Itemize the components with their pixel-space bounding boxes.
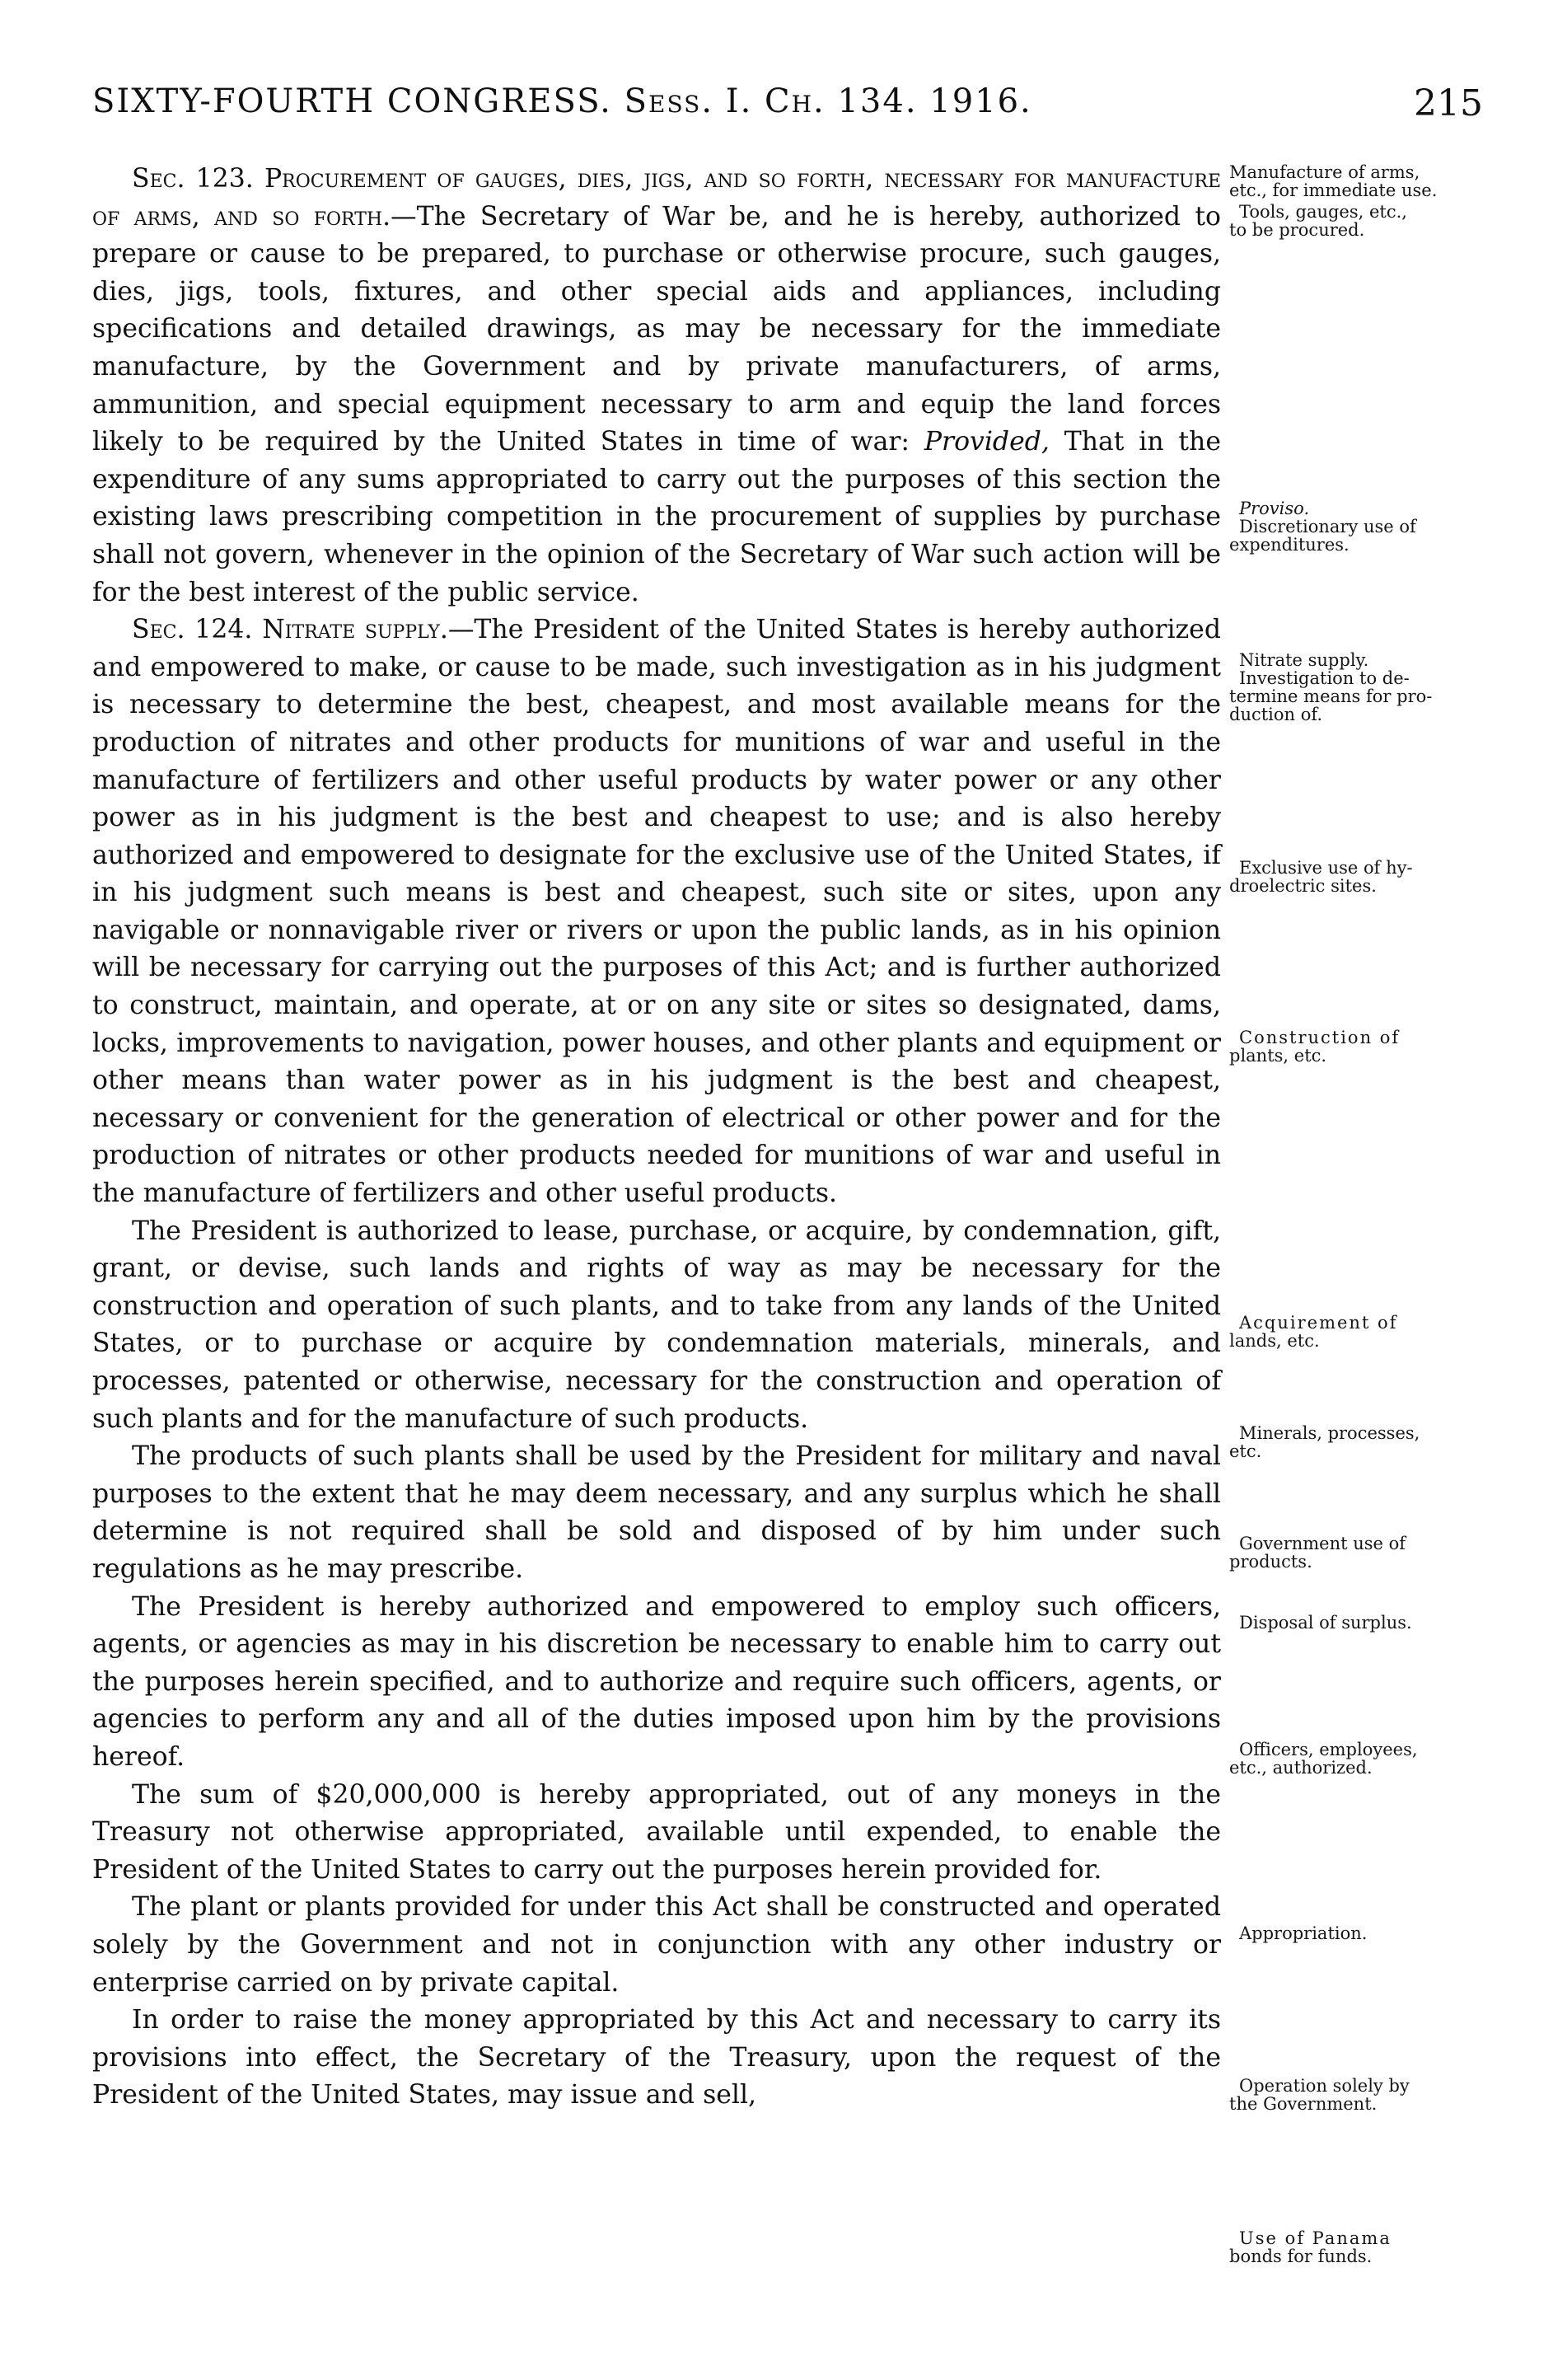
margin-note-operation: Operation solely by the Government.	[1229, 2076, 1410, 2114]
paragraph-acquire-lands: The President is authorized to lease, purchase, or acquire, by condemnation, gift, grant, or devise, such lands and rights of way as may be necessary for the construction and operation of such plants, and to take from any lands of the United States, or to purchase or acquire by condemnation materials, minerals, and processes, patented or otherwise, necessary for the construction and operation of such plants and for the manufacture of such products.	[92, 1216, 1221, 1434]
paragraph-operation: The plant or plants provided for under this Act shall be constructed and operated solely by the Government and not in conjunction with any other industry or enterprise carried on by private capital.	[92, 1892, 1221, 1998]
margin-note-proviso: Proviso. Discretionary use of expenditures.	[1229, 499, 1416, 555]
paragraph-products-use: The products of such plants shall be used by the President for military and naval purposes to the extent that he may deem necessary, and any surplus which he shall determine is not required shall be sold and disposed of by him under such regulations as he may prescribe.	[92, 1441, 1221, 1584]
margin-note-government-use: Government use of products.	[1229, 1534, 1406, 1572]
paragraph-appropriation: The sum of $20,000,000 is hereby appropriated, out of any moneys in the Treasury not otherwise appropriated, available until expended, to enable the President of the United States to carry out the purposes herein provided for.	[92, 1779, 1221, 1885]
margin-note-disposal: Disposal of surplus.	[1239, 1613, 1412, 1633]
paragraph-officers: The President is hereby authorized and empowered to employ such officers, agents, or agencies as may in his discretion be necessary to enable him to carry out the purposes herein specified, and to authorize and require such officers, agents, or agencies to perform any and all of the duties imposed upon him by the provisions hereof.	[92, 1591, 1221, 1772]
running-title	[92, 82, 1032, 120]
congress-title: SIXTY-FOURTH CONGRESS.	[92, 82, 612, 120]
margin-note-manufacture: Manufacture of arms, etc., for immediate use.	[1229, 162, 1438, 200]
margin-note-acquirement: Acquirement of lands, etc.	[1229, 1313, 1398, 1351]
body-text	[92, 161, 1221, 2115]
section-124	[92, 611, 1221, 1213]
section-number: Sec. 124.	[132, 615, 253, 645]
running-header	[92, 82, 1483, 140]
paragraph-bonds: In order to raise the money appropriated by this Act and necessary to carry its provisions into effect, the Secretary of the Treasury, upon the request of the President of the United States, may issue and sell,	[92, 2005, 1221, 2111]
margin-note-bonds: Use of Panama bonds for funds.	[1229, 2228, 1392, 2266]
section-number: Sec. 123.	[132, 164, 254, 194]
margin-note-officers: Officers, employees, etc., authorized.	[1229, 1740, 1418, 1778]
section-text-continued: That in the expenditure of any sums appropriated to carry out the purposes of this section the existing laws prescribing competition in the procurement of supplies by purchase shall not govern, whenever in the opinion of the Secretary of War such action will be for the best interest of the public service.	[92, 427, 1221, 607]
section-heading: Procurement of gauges, dies, jigs, and so forth, necessary for manufacture of arms, and so forth.	[92, 164, 1222, 232]
section-text: —The President of the United States is hereby authorized and empowered to make, or cause to be made, such investigation as in his judgment is necessary to determine the best, cheapest, and most available means for the production of nitrates and other products for munitions of war and useful in the manufacture of fertilizers and other useful products by water power or any other power as in his judgment is the best and cheapest to use; and is also hereby authorized and empowered to designate for the exclusive use of the United States, if in his judgment such means is best and cheapest, such site or sites, upon any navigable or nonnavigable river or rivers or upon the public lands, as in his opinion will be necessary for carrying out the purposes of this Act; and is further authorized to construct, maintain, and operate, at or on any site or sites so designated, dams, locks, improvements to navigation, power houses, and other plants and equipment or other means than water power as in his judgment is the best and cheapest, necessary or convenient for the generation of electrical or other power and for the production of nitrates or other products needed for munitions of war and useful in the manufacture of fertilizers and other useful products.	[92, 615, 1221, 1209]
margin-note-minerals: Minerals, processes, etc.	[1229, 1423, 1420, 1461]
chapter-label: Ch. 134.	[765, 82, 918, 120]
section-123	[92, 161, 1221, 611]
margin-note-tools: Tools, gauges, etc., to be procured.	[1229, 202, 1407, 240]
page-number: 215	[1414, 82, 1483, 124]
section-text: —The Secretary of War be, and he is hereby, authorized to prepare or cause to be prepared, to purchase or otherwise procure, such gauges, dies, jigs, tools, fixtures, and other special aids and appliances, including specifications and detailed drawings, as may be necessary for the immediate manufacture, by the Government and by private manufacturers, of arms, ammunition, and special equipment necessary to arm and equip the land forces likely to be required by the United States in time of war:	[92, 201, 1221, 457]
proviso-word: Provided,	[924, 427, 1050, 457]
margin-note-construction: Construction of plants, etc.	[1229, 1028, 1401, 1066]
margin-note-exclusive: Exclusive use of hy- droelectric sites.	[1229, 858, 1413, 896]
year-label: 1916.	[929, 82, 1032, 120]
margin-note-nitrate: Nitrate supply. Investigation to de- termine means for pro- duction of.	[1229, 650, 1433, 724]
section-heading: Nitrate supply.	[262, 615, 448, 645]
session-label: Sess. I.	[624, 82, 753, 120]
margin-note-appropriation: Appropriation.	[1239, 1923, 1368, 1943]
